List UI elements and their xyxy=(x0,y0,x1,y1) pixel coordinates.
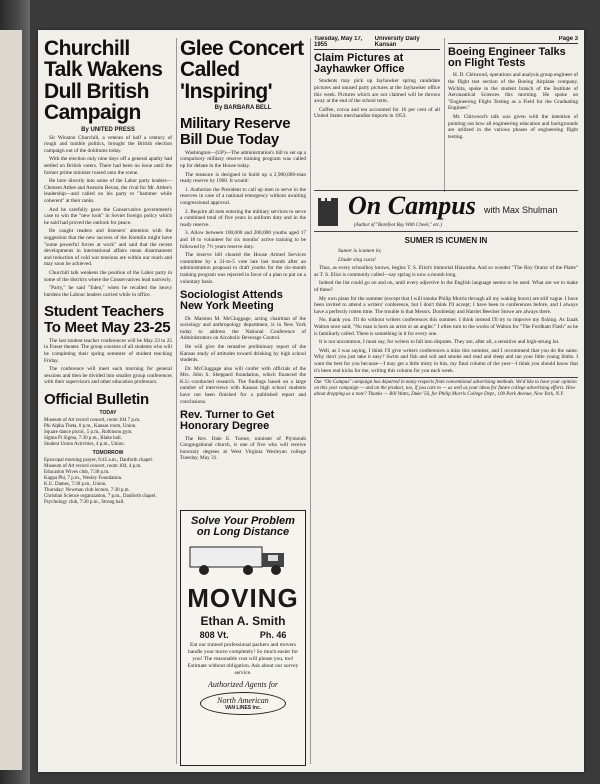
paper-name: University Daily Kansan xyxy=(374,36,420,48)
paragraph: No, thank you. I'll do without writers conferences this summer. I think instead I'll try to improve my fishing. As Izaak Walton once said, "No man is born an artist or an angler." I often turn to the works of Walton for "The Fordham Flash" as he is familiarly called. There is something in it for every one. xyxy=(314,317,578,337)
masthead-right xyxy=(448,36,578,44)
bulletin-item: Education Wives club, 7:30 p.m. xyxy=(44,470,110,476)
paragraph: Coffee, cocoa and tea accounted for 16 per cent of all United States merchandise imports in 1953. xyxy=(314,106,440,120)
ad-name: Ethan A. Smith xyxy=(200,614,286,629)
bulletin-item: Kappa Phi, 7 p.m., Wesley Foundation. xyxy=(44,476,123,482)
paragraph: Thus, as every schoolboy knows, begins T. S. Eliot's immortal Hiawatha. And so wonder "The Boy Orator of the Platte" as T. S. Eliot is commonly called—say spring is now a month long. xyxy=(314,265,578,278)
paragraph: The Rev. Dale E. Turner, minister of Plymouth Congregational church, is one of five who will receive honorary degrees at West Virginia Wesleyan college Tuesday, May 31. xyxy=(180,435,306,462)
paragraph: He will give the tentative preliminary report of the Kansas study of attitudes toward drinking by high school students. xyxy=(180,343,306,364)
on-campus-footnote: Our "On Campus" campaign has departed in many respects from conventional advertising methods. We'd like to have your opinion on this year campaign — and on the product, too, if you care to — as well as your ideas for future college advertising efforts. How about dropping us a note? Thanks — Bill Watts, Duke '56, for Philip Morris College Dept., 100 Park Avenue, New York, N.Y. xyxy=(314,377,578,398)
van-lines-logo xyxy=(200,692,286,715)
churchill-headline: Churchill Talk Wakens Dull British Campaign xyxy=(44,37,163,125)
tomorrow-label: TOMORROW xyxy=(92,450,124,457)
newspaper-page xyxy=(38,30,584,772)
turner-headline: Rev. Turner to Get Honorary Degree xyxy=(180,409,275,433)
van-sub: VAN LINES Inc. xyxy=(224,705,262,712)
paragraph: Well, as I was saying, I think I'll give writers conferences a miss this summer, and I recommend that you do the same. Why don't you just take it easy? Swim and fish and soil and smoke and read and sleep and tan your little young limbs. I want the best for you because—I may get a little misty in this, my final column of the year—I think you should know that it's been real kicks for me, writing this column for you each week. xyxy=(314,347,578,374)
column-rule xyxy=(444,38,445,192)
paragraph: Sir Winston Churchill, a veteran of half a century of rough and tumble politics, brought the British election campaign out of the doldrums today. xyxy=(44,134,172,154)
ad-phone: Ph. 46 xyxy=(259,630,287,641)
bulletin-item: Student Union Activities, 4 p.m., Union. xyxy=(44,442,125,448)
glee-concert-headline: Glee Concert Called 'Inspiring' xyxy=(180,37,304,103)
paragraph: He caught readers and listeners' attention with the suggestion that the new success of the Kremlin might have "some powerful forces at work" and said that the recent developments in international affairs mean disarmament and reduction of cold war tensions are within our reach and may soon be achieved. xyxy=(44,228,172,268)
churchill-byline: By UNITED PRESS xyxy=(81,126,135,133)
ad-headline: Solve Your Problem on Long Distance xyxy=(191,515,295,539)
on-campus-author: with Max Shulman xyxy=(484,205,558,215)
paragraph: Indeed the list could go on and on, until every adjective in the English language seems to be used. What are we to make of these? xyxy=(314,280,578,293)
paragraph: The last student teacher conferences will be May 23 to 25 in Fraser theater. The group consists of all students who will be completing their spring semester of student teaching Friday. xyxy=(44,337,172,364)
paragraph: Students may pick up Jayhawker spring candidate pictures and unused party pictures at the Jayhawker office this week. Pictures which are not claimed will be thrown away at the end of the school term. xyxy=(314,78,440,105)
student-teachers-headline: Student Teachers To Meet May 23-25 xyxy=(44,303,171,336)
paragraph: The measure is designed to build up a 2,900,000-man ready reserve by 1960. It would: xyxy=(180,171,306,185)
on-campus-title: On Campus xyxy=(348,191,476,220)
sociologist-headline: Sociologist Attends New York Meeting xyxy=(180,289,283,313)
boeing-headline: Boeing Engineer Talks on Flight Tests xyxy=(448,46,566,70)
paragraph: Mr. Chitwood's talk was given with the intention of pointing out how all engineering education and backgrounds are utilized in the various phases of engineering flight testing. xyxy=(448,114,578,140)
bulletin-item: Phi Alpha Theta, 8 p.m., Kansas room, Union. xyxy=(44,424,137,430)
today-label: TODAY xyxy=(99,410,117,417)
bulletin-item: Square dance picnic, 5 p.m., Robinson gym. xyxy=(44,430,133,436)
bulletin-item: Thursday: Newman club lecture, 7:30 p.m. xyxy=(44,488,130,494)
previous-page-edge xyxy=(0,30,22,770)
issue-date: Tuesday, May 17, 1955 xyxy=(314,36,363,48)
bulletin-item: Museum of Art record concert, room 104 7 p.m. xyxy=(44,418,141,424)
paragraph: "Party," he said "Eden," when he recalled the heavy burdens the Labour leaders carried while in office. xyxy=(44,285,172,298)
bulletin-item: Episcopal morning prayer, 6:45 a.m., Danforth chapel. xyxy=(44,458,154,464)
paragraph: And he carefully gave the Conservative government's case to win the "new look" in Soviet foreign policy which he said had proved the outlook for peace. xyxy=(44,206,172,226)
paragraph: My own plans for the summer (except that I will smoke Philip Morris through all my waking hours) are still vague. I have been invited to attend a writers' conference, but I don't think I'll accept; I have been to conferences before, and I always have a perfectly rotten time. The trouble is that Messrs. Doubleday and Harriet Beecher Stowe are always there. xyxy=(314,295,578,315)
poem-line: Sumer is icumen in; xyxy=(338,248,382,254)
paragraph: 1. Authorize the President to call up men to serve in the reserves in case of a national emergency without awaiting congressional approval. xyxy=(180,186,306,206)
on-campus-subtitle: (Author of "Barefoot Boy With Cheek," etc.) xyxy=(354,223,442,228)
column-1 xyxy=(44,36,172,506)
paragraph: With the election only nine days off a general apathy had settled on British voters. There had been no issue until the former prime minister roared onto the scene. xyxy=(44,156,172,176)
van-brand: North American xyxy=(217,696,269,706)
moving-truck-icon xyxy=(188,543,298,577)
bulletin-item: K.U. Dames, 7:30 p.m., Union. xyxy=(44,482,107,488)
paragraph: The conference will meet each morning for general sessions and then be divided into smaller group conferences with their supervisors and other education professors. xyxy=(44,366,172,386)
paragraph: Dr. Marston M. McCluggage, acting chairman of the sociology and anthropology department, is in New York today to address the National Conference of Administrators on Alcoholic Beverage Control. xyxy=(180,315,306,342)
paragraph: 2. Require all men entering the military services to serve a combined total of five years in uniform duty and in the ready reserve. xyxy=(180,208,306,228)
paragraph: Washington—(UP)—The administration's bill to set up a compulsory military reserve training program was called up for debate in the House today. xyxy=(180,149,306,169)
bulletin-item: Psychology club, 7:30 p.m., Strong hall. xyxy=(44,500,125,506)
masthead-left xyxy=(314,36,440,50)
paragraph: Churchill talk weakens the position of the Labor party in some of the districts where the Conservatives lead narrowly. xyxy=(44,269,172,283)
ad-address: 808 Vt. xyxy=(199,630,229,641)
moving-advertisement xyxy=(180,510,306,766)
on-campus-banner xyxy=(314,190,578,232)
ad-copy: Eat our trained professional packers and movers handle your move completely! So much easier for you! The reasonable cost will please you, too! Estimate without obligation. Ask about our survey service. xyxy=(187,642,299,677)
glee-byline: By BARBARA BELL xyxy=(214,105,272,112)
paragraph: Dr. McCluggage also will confer with officials of the Mrs. John S. Sheppard foundation, which financed the K.U.-conducted research. The findings based on a large number of interviews with Kansas high school students have not been finished for a published report and conclusions. xyxy=(180,365,306,405)
column-rule xyxy=(176,38,177,764)
military-reserve-headline: Military Reserve Bill Due Today xyxy=(180,115,291,148)
paragraph: He bore directly into some of the Labor party leaders—Clement Attlee and Aneurin Bevan, the rival for Mr. Attlee's leadership—and called on his party to "hammer while coherent" at their ranks. xyxy=(44,178,172,204)
bulletin-item: Sigma Pi Sigma, 7:30 p.m., Blake hall. xyxy=(44,436,122,442)
poem-line: Lhude sing cucu! xyxy=(338,256,376,263)
ad-agent-label: Authorized Agents for xyxy=(207,680,279,690)
on-campus-column xyxy=(314,190,578,768)
ad-moving: MOVING xyxy=(187,583,299,614)
paragraph: It is not uncommon, I must say, for writers to fall into disputes. They are, after all, a sensitive and high-strung lot. xyxy=(319,339,560,346)
column-2 xyxy=(180,36,306,464)
official-bulletin-headline: Official Bulletin xyxy=(44,391,149,409)
bulletin-item: Museum of Art record concert, room 104, 4 p.m. xyxy=(44,464,142,470)
cigarette-pack-icon xyxy=(314,194,342,228)
column-rule xyxy=(310,38,311,764)
column-4 xyxy=(448,36,578,186)
ad-contact xyxy=(184,630,302,640)
bulletin-item: Christian Science organization, 7 p.m., Danforth chapel. xyxy=(44,494,157,500)
paragraph: The reserve bill cleared the House Armed Services committee by a 31-to-5 vote late last month after an administration proposal to draft youths for the six-month training program was rejected in favor of a plan to put on a voluntary basis. xyxy=(180,252,306,285)
page-number: Page 3 xyxy=(558,36,578,42)
sumer-headline: SUMER IS ICUMEN IN xyxy=(404,236,488,245)
paragraph: H. D. Chitwood, operations and analysis group engineer of the flight test section of the Boeing Airplane company, Wichita, spoke to the student branch of the Institute of Aeronautical Sciences this morning. He spoke on "Engineering Flight Testing as a Field for the Graduating Engineer." xyxy=(448,72,578,112)
paragraph: 3. Allow between 100,000 and 200,000 youths aged 17 and 18 to volunteer for six months' active training to be followed by 7½ years reserve duty. xyxy=(180,230,306,250)
claim-pictures-headline: Claim Pictures at Jayhawker Office xyxy=(314,52,405,76)
